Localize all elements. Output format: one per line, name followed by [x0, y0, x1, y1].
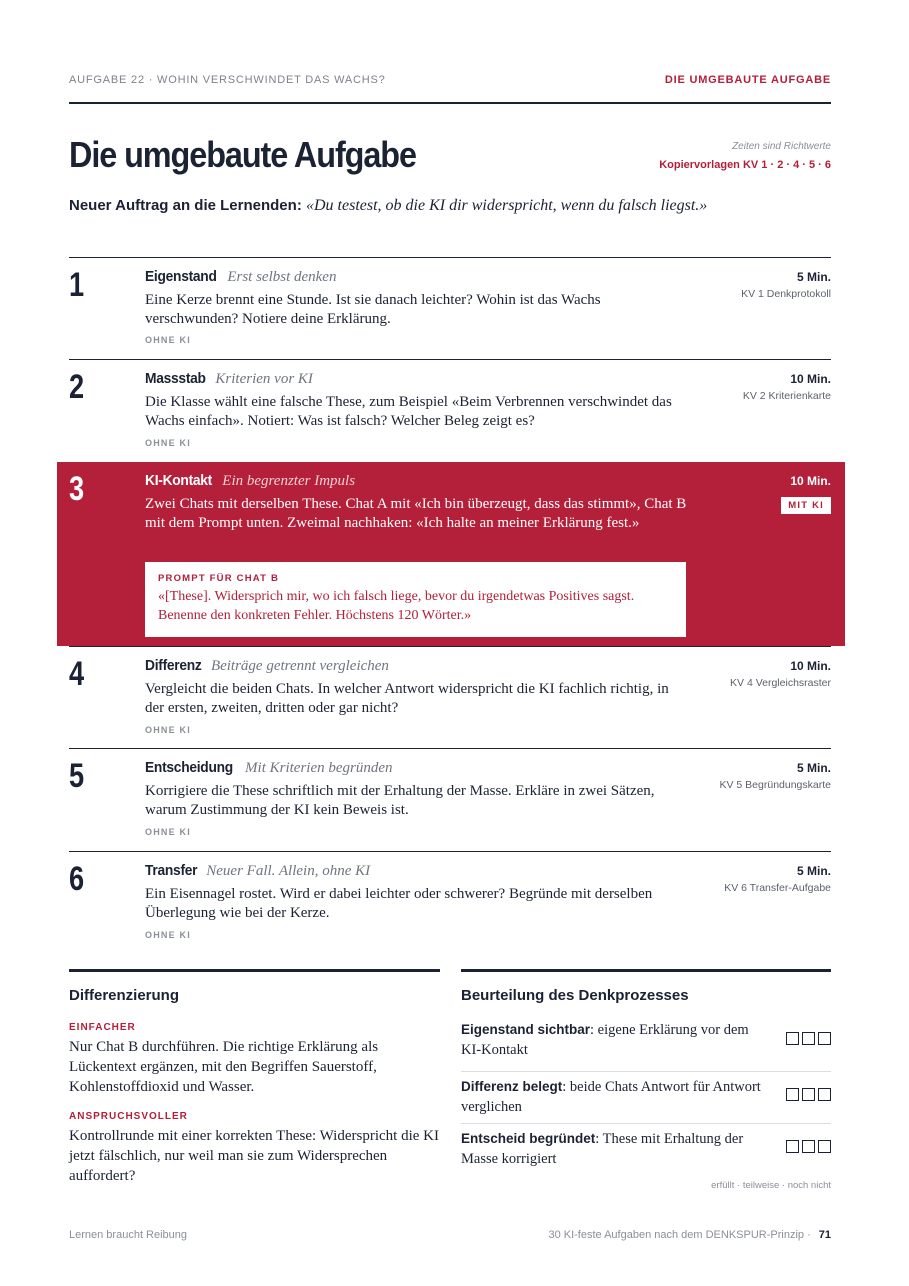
step-number: 2	[69, 368, 85, 406]
step-number: 6	[69, 860, 85, 898]
step-name: Eigenstand	[145, 268, 217, 285]
step-text: Korrigiere die These schriftlich mit der Erhaltung der Masse. Erkläre in zwei Sätzen, warum Zustimmung der KI kein Beweis ist.	[145, 783, 655, 818]
step-4	[69, 646, 831, 748]
criterion-desc: : beide Chats Antwort für Antwort verglichen	[461, 1079, 761, 1115]
step-text: Eine Kerze brennt eine Stunde. Ist sie danach leichter? Wohin ist das Wachs verschwunden? Notiere deine Erklärung.	[145, 292, 601, 327]
step-time: 5 Min.	[796, 761, 831, 775]
criterion-desc: : These mit Erhaltung der Masse korrigiert	[461, 1131, 744, 1167]
criterion-text	[461, 1124, 771, 1169]
step-number: 3	[69, 470, 85, 508]
criterion-text	[461, 1072, 771, 1117]
intro-quote: «Du testest, ob die KI dir widerspricht, wenn du falsch liegst.»	[305, 197, 708, 214]
criterion-text	[461, 1020, 771, 1060]
step-heading	[145, 370, 313, 388]
step-6	[69, 851, 831, 951]
criterion-row	[461, 1072, 831, 1124]
step-time: 10 Min.	[790, 474, 831, 488]
step-time: 5 Min.	[796, 864, 831, 878]
step-name: Transfer	[145, 862, 198, 879]
step-time: 10 Min.	[790, 372, 831, 386]
step-subtitle: Beiträge getrennt vergleichen	[210, 658, 389, 674]
prompt-box	[145, 562, 686, 637]
step-5	[69, 748, 831, 851]
criterion-label: Entscheid begründet	[461, 1131, 596, 1146]
criterion-row	[461, 1020, 831, 1072]
step-worksheet: KV 2 Kriterienkarte	[742, 390, 831, 402]
page-meta	[659, 141, 831, 171]
criterion-desc: : eigene Erklärung vor dem KI-Kontakt	[461, 1022, 749, 1058]
criterion-row	[461, 1124, 831, 1174]
step-worksheet: KV 6 Transfer-Aufgabe	[724, 882, 831, 894]
rating-checkboxes	[786, 1088, 831, 1101]
step-number: 1	[69, 266, 85, 304]
page-number: 71	[818, 1229, 831, 1241]
checkbox-erfuellt[interactable]	[786, 1088, 799, 1101]
step-subtitle: Erst selbst denken	[227, 269, 337, 285]
running-header-right: DIE UMGEBAUTE AUFGABE	[664, 74, 831, 86]
running-header	[69, 70, 831, 104]
step-time: 10 Min.	[790, 659, 831, 673]
step-name: KI-Kontakt	[145, 472, 213, 489]
beurteilung-title: Beurteilung des Denkprozesses	[461, 987, 689, 1004]
criterion-label: Differenz belegt	[461, 1079, 563, 1094]
rating-legend: erfüllt · teilweise · noch nicht	[711, 1180, 831, 1191]
checkbox-teilweise[interactable]	[802, 1032, 815, 1045]
harder-text: Kontrollrunde mit einer korrekten These: Widerspricht die KI jetzt fälschlich, nur weil man sie zum Widersprechen auffordert?	[69, 1128, 439, 1184]
time-note: Zeiten sind Richtwerte	[732, 141, 831, 152]
step-worksheet: KV 1 Denkprotokoll	[741, 288, 831, 300]
step-number: 4	[69, 655, 85, 693]
criterion-label: Eigenstand sichtbar	[461, 1022, 591, 1037]
step-text: Zwei Chats mit derselben These. Chat A mit «Ich bin überzeugt, dass das stimmt», Chat B mit dem Prompt unten. Zweimal nachhaken: «Ich halte an meiner Erklärung fest.»	[145, 496, 687, 531]
rating-checkboxes	[786, 1032, 831, 1045]
checkbox-noch-nicht[interactable]	[818, 1140, 831, 1153]
step-name: Differenz	[145, 657, 202, 674]
footer-book-title: 30 KI-feste Aufgaben nach dem DENKSPUR-Prinzip ·	[548, 1229, 811, 1241]
step-tag: OHNE KI	[145, 335, 191, 345]
step-number: 5	[69, 757, 85, 795]
step-name: Entscheidung	[145, 759, 233, 776]
prompt-text: «[These]. Widersprich mir, wo ich falsch liege, bevor du irgendetwas Positives sagst. Benenne den konkreten Fehler. Höchstens 120 Wörter.»	[158, 589, 635, 623]
step-tag: OHNE KI	[145, 930, 191, 940]
beurteilung-box	[461, 969, 831, 1194]
running-header-left: AUFGABE 22 · WOHIN VERSCHWINDET DAS WACHS?	[69, 74, 386, 86]
rating-checkboxes	[786, 1140, 831, 1153]
step-subtitle: Ein begrenzter Impuls	[222, 473, 356, 489]
step-tag: OHNE KI	[145, 725, 191, 735]
checkbox-teilweise[interactable]	[802, 1140, 815, 1153]
easier-text: Nur Chat B durchführen. Die richtige Erklärung als Lückentext ergänzen, mit den Begriffen Sauerstoff, Kohlenstoffdioxid und Wasser.	[69, 1039, 379, 1095]
step-heading	[145, 472, 355, 490]
checkbox-noch-nicht[interactable]	[818, 1032, 831, 1045]
checkbox-teilweise[interactable]	[802, 1088, 815, 1101]
step-heading	[145, 268, 336, 286]
differenzierung-title: Differenzierung	[69, 987, 180, 1004]
step-worksheet: KV 4 Vergleichsraster	[730, 677, 831, 689]
step-subtitle: Neuer Fall. Allein, ohne KI	[206, 863, 371, 879]
ai-badge: MIT KI	[781, 497, 831, 514]
checkbox-noch-nicht[interactable]	[818, 1088, 831, 1101]
worksheet-refs: Kopiervorlagen KV 1 · 2 · 4 · 5 · 6	[659, 159, 831, 171]
footer-right	[548, 1229, 831, 1241]
step-tag: OHNE KI	[145, 827, 191, 837]
step-heading	[145, 759, 393, 777]
checkbox-erfuellt[interactable]	[786, 1140, 799, 1153]
prompt-label: PROMPT FÜR CHAT B	[158, 573, 280, 584]
step-tag: OHNE KI	[145, 438, 191, 448]
step-subtitle: Mit Kriterien begründen	[245, 760, 393, 776]
step-1	[69, 257, 831, 359]
step-heading	[145, 862, 370, 880]
step-3	[69, 462, 831, 646]
step-2	[69, 359, 831, 462]
harder-label: ANSPRUCHSVOLLER	[69, 1111, 188, 1122]
step-text: Die Klasse wählt eine falsche These, zum Beispiel «Beim Verbrennen verschwindet das Wachs einfach». Notiert: Was ist falsch? Welcher Beleg zeigt es?	[145, 394, 672, 429]
step-text: Ein Eisennagel rostet. Wird er dabei leichter oder schwerer? Begründe mit derselben Überlegung wie bei der Kerze.	[145, 886, 653, 921]
step-name: Massstab	[145, 370, 206, 387]
intro	[69, 195, 709, 217]
step-time: 5 Min.	[796, 270, 831, 284]
step-worksheet: KV 5 Begründungskarte	[719, 779, 831, 791]
easier-label: EINFACHER	[69, 1022, 136, 1033]
intro-lead: Neuer Auftrag an die Lernenden:	[69, 197, 302, 214]
differenzierung-box	[69, 969, 440, 1194]
step-heading	[145, 657, 389, 675]
checkbox-erfuellt[interactable]	[786, 1032, 799, 1045]
step-text: Vergleicht die beiden Chats. In welcher Antwort widerspricht die KI fachlich richtig, in der ersten, zweiten, dritten oder gar nicht?	[145, 681, 669, 716]
footer-left: Lernen braucht Reibung	[69, 1229, 188, 1241]
step-subtitle: Kriterien vor KI	[215, 371, 313, 387]
page-title: Die umgebaute Aufgabe	[69, 134, 416, 175]
